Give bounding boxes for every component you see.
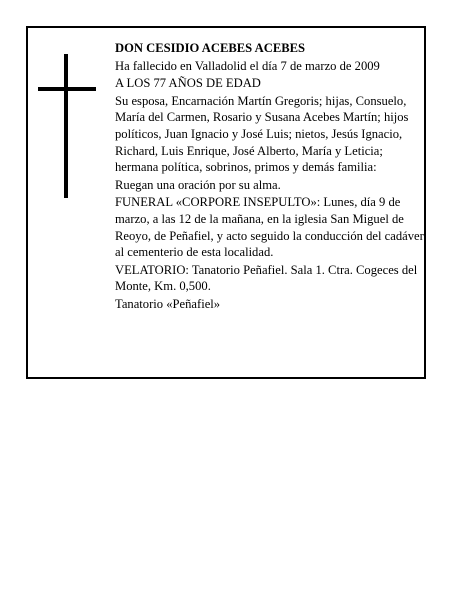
- death-line: Ha fallecido en Valladolid el día 7 de marzo de 2009: [115, 58, 380, 73]
- cross-icon: [38, 54, 96, 198]
- prayer-request: Ruegan una oración por su alma.: [115, 177, 281, 192]
- family-paragraph: Su esposa, Encarnación Martín Gregoris; hijas, Consuelo, María del Carmen, Rosario y Susana Acebes Martín; hijos políticos, Juan Ignacio y José Luis; nietos, Jesús Ignacio, Richard, Luis Enrique, José Alberto, María y Leticia; hermana política, sobrinos, primos y demás familia:: [115, 93, 409, 175]
- funeral-details: FUNERAL «CORPORE INSEPULTO»: Lunes, día 9 de marzo, a las 12 de la mañana, en la iglesia San Miguel de Reoyo, de Peñafiel, y acto seguido la conducción del cadáver al cementerio de esta localidad.: [115, 195, 424, 260]
- cross-vertical-bar: [64, 54, 68, 198]
- funeral-home: Tanatorio «Peñafiel»: [115, 296, 221, 311]
- wake-details: VELATORIO: Tanatorio Peñafiel. Sala 1. Ctra. Cogeces del Monte, Km. 0,500.: [115, 262, 418, 294]
- deceased-name: DON CESIDIO ACEBES ACEBES: [115, 41, 306, 55]
- notice-text: [115, 40, 427, 314]
- obituary-notice: [26, 26, 426, 379]
- cross-horizontal-bar: [38, 87, 96, 91]
- age-line: A LOS 77 AÑOS DE EDAD: [115, 76, 261, 91]
